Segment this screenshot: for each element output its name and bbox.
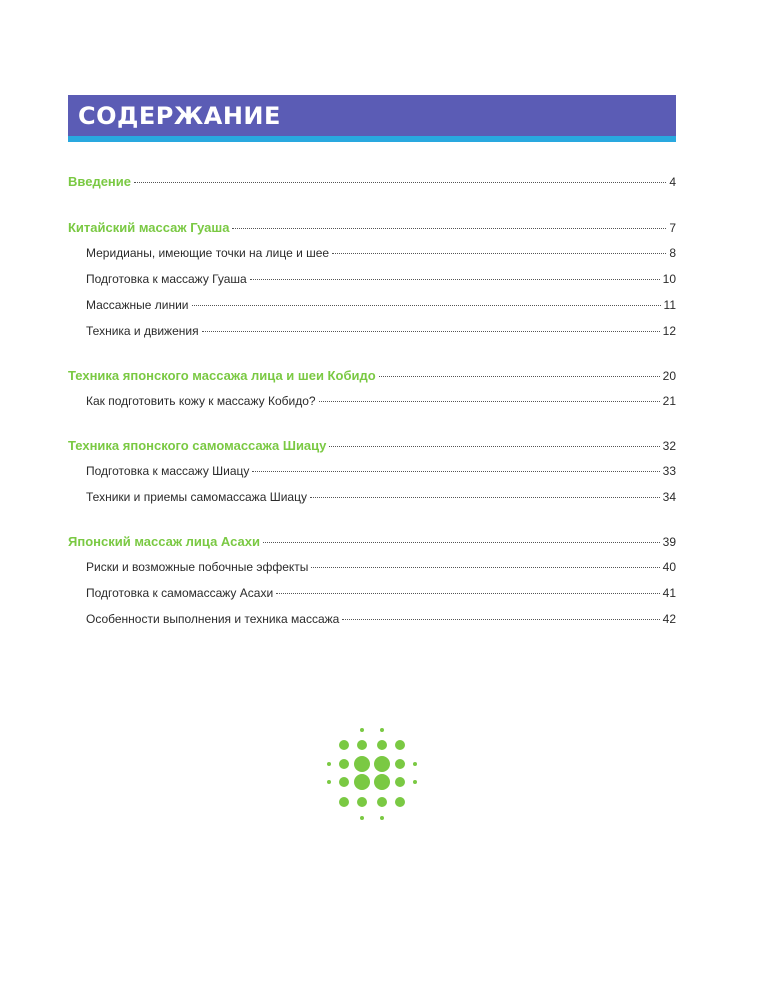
- dot-leader: [134, 182, 666, 183]
- toc-subsection-page: 10: [662, 272, 676, 286]
- toc-subsection-label: Массажные линии: [86, 298, 189, 312]
- toc-subsection-label: Особенности выполнения и техника массажа: [86, 612, 340, 626]
- toc-subsection-entry[interactable]: [68, 394, 676, 420]
- dot-burst-icon: [320, 722, 424, 826]
- toc-subsection-page: 40: [662, 560, 676, 574]
- dot-leader: [192, 305, 661, 306]
- toc-section-entry[interactable]: [68, 368, 676, 394]
- dot-leader: [319, 401, 660, 402]
- dot-leader: [250, 279, 660, 280]
- toc-subsection-entry[interactable]: [68, 560, 676, 586]
- toc-subsection-entry[interactable]: [68, 586, 676, 612]
- dot-leader: [252, 471, 659, 472]
- toc-subsection-label: Подготовка к массажу Шиацу: [86, 464, 250, 478]
- dot-leader: [202, 331, 660, 332]
- toc-section-page: 7: [669, 221, 676, 235]
- toc-subsection-entry[interactable]: [68, 246, 676, 272]
- toc-subsection-page: 11: [663, 298, 676, 312]
- toc-section-page: 32: [662, 439, 676, 453]
- toc-entry-page: 4: [669, 175, 676, 189]
- dot-leader: [232, 228, 666, 229]
- dot-leader: [379, 376, 660, 377]
- toc-subsection-entry[interactable]: [68, 490, 676, 516]
- header-accent-strip: [68, 136, 676, 142]
- toc-subsection-entry[interactable]: [68, 272, 676, 298]
- toc-section-page: 39: [662, 535, 676, 549]
- toc-subsection-page: 42: [662, 612, 676, 626]
- toc-subsection-label: Как подготовить кожу к массажу Кобидо?: [86, 394, 316, 408]
- toc-subsection-label: Риски и возможные побочные эффекты: [86, 560, 309, 574]
- toc-section-entry[interactable]: [68, 438, 676, 464]
- toc-subsection-entry[interactable]: [68, 324, 676, 350]
- page-title: СОДЕРЖАНИЕ: [78, 102, 281, 130]
- dot-leader: [342, 619, 659, 620]
- dot-leader: [311, 567, 659, 568]
- table-of-contents: [68, 174, 676, 638]
- toc-section-label: Китайский массаж Гуаша: [68, 220, 230, 235]
- toc-section-entry[interactable]: [68, 220, 676, 246]
- dot-leader: [329, 446, 659, 447]
- toc-section-label: Техника японского самомассажа Шиацу: [68, 438, 327, 453]
- dot-leader: [332, 253, 666, 254]
- toc-intro-entry[interactable]: [68, 174, 676, 200]
- dot-leader: [263, 542, 660, 543]
- toc-subsection-label: Техника и движения: [86, 324, 199, 338]
- toc-subsection-page: 34: [662, 490, 676, 504]
- toc-section-label: Техника японского массажа лица и шеи Кобидо: [68, 368, 376, 383]
- toc-subsection-page: 8: [669, 246, 676, 260]
- toc-subsection-label: Подготовка к самомассажу Асахи: [86, 586, 274, 600]
- toc-subsection-label: Подготовка к массажу Гуаша: [86, 272, 247, 286]
- toc-subsection-entry[interactable]: [68, 298, 676, 324]
- toc-section-page: 20: [662, 369, 676, 383]
- toc-subsection-page: 21: [662, 394, 676, 408]
- dot-leader: [310, 497, 660, 498]
- dot-leader: [276, 593, 659, 594]
- toc-subsection-label: Техники и приемы самомассажа Шиацу: [86, 490, 307, 504]
- toc-section-label: Японский массаж лица Асахи: [68, 534, 260, 549]
- toc-subsection-page: 12: [662, 324, 676, 338]
- toc-entry-label: Введение: [68, 174, 131, 189]
- toc-subsection-page: 41: [662, 586, 676, 600]
- toc-subsection-entry[interactable]: [68, 612, 676, 638]
- toc-subsection-page: 33: [662, 464, 676, 478]
- toc-section-entry[interactable]: [68, 534, 676, 560]
- toc-subsection-label: Меридианы, имеющие точки на лице и шее: [86, 246, 330, 260]
- toc-subsection-entry[interactable]: [68, 464, 676, 490]
